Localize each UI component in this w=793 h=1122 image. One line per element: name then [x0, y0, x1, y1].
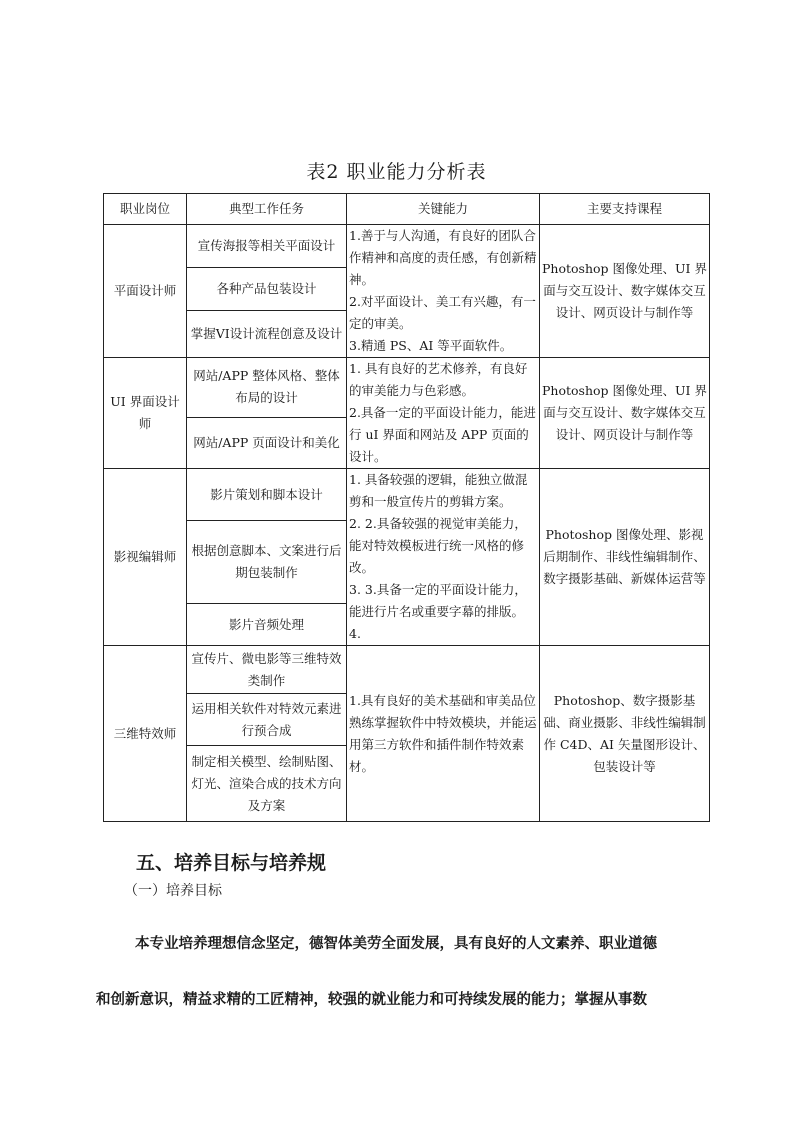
- header-tasks: 典型工作任务: [187, 194, 347, 225]
- paragraph-line: 本专业培养理想信念坚定，德智体美劳全面发展，具有良好的人文素养、职业道德: [135, 935, 657, 952]
- ability-cell: [347, 469, 540, 646]
- section-heading: 五、培养目标与培养规: [136, 852, 327, 874]
- ability-cell: [347, 225, 540, 358]
- task-cell: 宣传片、微电影等三维特效类制作: [187, 646, 347, 694]
- courses-cell: Photoshop 图像处理、影视后期制作、非线性编辑制作、数字摄影基础、新媒体运营等: [540, 469, 710, 646]
- position-cell: UI 界面设计师: [104, 358, 187, 469]
- task-cell: 运用相关软件对特效元素进行预合成: [187, 694, 347, 746]
- task-cell: 制定相关模型、绘制贴图、灯光、渲染合成的技术方向及方案: [187, 746, 347, 822]
- table-row: [104, 225, 710, 268]
- ability-cell: [347, 358, 540, 469]
- courses-cell: Photoshop 图像处理、UI 界面与交互设计、数字媒体交互设计、网页设计与制作等: [540, 358, 710, 469]
- task-cell: 影片策划和脚本设计: [187, 469, 347, 521]
- header-position: 职业岗位: [104, 194, 187, 225]
- header-courses: 主要支持课程: [540, 194, 710, 225]
- ability-item: 3. 3.具备一定的平面设计能力，能进行片名或重要字幕的排版。: [349, 582, 527, 619]
- courses-cell: Photoshop 图像处理、UI 界面与交互设计、数字媒体交互设计、网页设计与制作等: [540, 225, 710, 358]
- task-cell: 宣传海报等相关平面设计: [187, 225, 347, 268]
- task-cell: 网站/APP 整体风格、整体布局的设计: [187, 358, 347, 418]
- ability-item: 1.具有良好的美术基础和审美品位熟练掌握软件中特效模块，并能运用第三方软件和插件制作特效素材。: [349, 692, 537, 774]
- position-cell: 影视编辑师: [104, 469, 187, 646]
- ability-item: 4.: [349, 626, 361, 641]
- ability-item: 1. 具有良好的艺术修养，有良好的审美能力与色彩感。: [349, 361, 528, 398]
- table-row: [104, 646, 710, 694]
- table-row: [104, 469, 710, 521]
- paragraph-line: 和创新意识，精益求精的工匠精神，较强的就业能力和可持续发展的能力；掌握从事数: [96, 991, 647, 1008]
- ability-item: 2.具备一定的平面设计能力，能进行 uI 界面和网站及 APP 页面的设计。: [349, 405, 536, 464]
- ability-item: 3.精通 PS、AI 等平面软件。: [349, 338, 513, 353]
- position-cell: 三维特效师: [104, 646, 187, 822]
- ability-item: 1. 具备较强的逻辑，能独立做混剪和一般宣传片的剪辑方案。: [349, 472, 528, 509]
- ability-cell: [347, 646, 540, 822]
- ability-item: 1.善于与人沟通，有良好的团队合作精神和高度的责任感，有创新精神。: [349, 228, 537, 287]
- table-row: [104, 358, 710, 418]
- position-cell: 平面设计师: [104, 225, 187, 358]
- ability-analysis-table: [103, 193, 710, 822]
- task-cell: 掌握VI设计流程创意及设计: [187, 310, 347, 357]
- task-cell: 网站/APP 页面设计和美化: [187, 417, 347, 468]
- courses-cell: Photoshop、数字摄影基础、商业摄影、非线性编辑制作 C4D、AI 矢量图形设计、包装设计等: [540, 646, 710, 822]
- table-header-row: [104, 194, 710, 225]
- task-cell: 根据创意脚本、文案进行后期包装制作: [187, 521, 347, 604]
- ability-item: 2. 2.具备较强的视觉审美能力，能对特效模板进行统一风格的修改。: [349, 516, 527, 575]
- subsection-heading: （一）培养目标: [124, 883, 222, 899]
- task-cell: 影片音频处理: [187, 604, 347, 646]
- task-cell: 各种产品包装设计: [187, 267, 347, 310]
- table-title: 表2 职业能力分析表: [306, 161, 487, 183]
- header-ability: 关键能力: [347, 194, 540, 225]
- ability-item: 2.对平面设计、美工有兴趣，有一定的审美。: [349, 294, 536, 331]
